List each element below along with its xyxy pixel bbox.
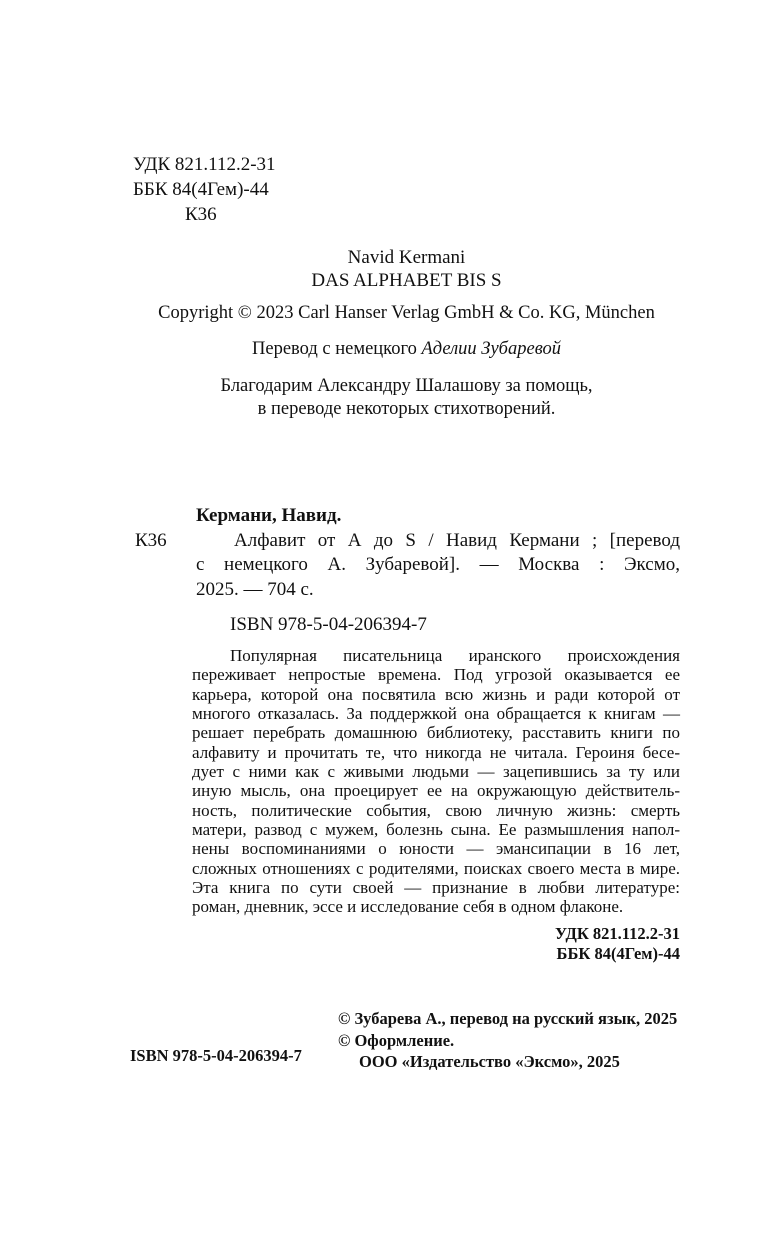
annotation-line: сложных отношениях с родителями, поисках своего места в мире.: [192, 858, 680, 878]
annotation-line: решает перебрать домашнюю библиотеку, расставить книги по: [192, 723, 680, 743]
annotation-line: алфавиту и прочитать те, что никогда не читала. Героиня бесе-: [192, 742, 680, 762]
catalog-line: 2025. — 704 с.: [196, 578, 314, 600]
bottom-classification-codes: [133, 924, 680, 964]
translator-name: Аделии Зубаревой: [421, 339, 561, 359]
annotation-line: иную мысль, она проецирует ее на окружающую действитель-: [192, 781, 680, 801]
acknowledgment: [133, 375, 680, 420]
annotation-line: многого отказалась. За поддержкой она обращается к книгам —: [192, 704, 680, 724]
translation-prefix: Перевод с немецкого: [252, 339, 422, 359]
original-title: DAS ALPHABET BIS S: [311, 270, 502, 291]
catalog-card: [135, 504, 680, 602]
annotation-line: роман, дневник, эссе и исследование себя в одном флаконе.: [192, 897, 624, 917]
catalog-author-sign: К36: [135, 529, 167, 551]
catalog-author: Кермани, Навид.: [196, 505, 342, 526]
imprint-design-copyright: © Оформление.: [338, 1030, 455, 1050]
copyright-line: Copyright © 2023 Carl Hanser Verlag GmbH & Co. KG, München: [158, 303, 655, 323]
bbk-code-bottom: ББК 84(4Гем)-44: [556, 944, 680, 963]
bbk-code: ББК 84(4Гем)-44: [133, 179, 269, 200]
annotation-line: нены воспоминаниями о юности — эмансипации в 16 лет,: [192, 839, 680, 859]
imprint-publisher: ООО «Издательство «Эксмо», 2025: [359, 1052, 620, 1071]
udc-code-bottom: УДК 821.112.2-31: [555, 924, 680, 943]
annotation-line: ность, политические события, свою личную жизнь: смерть: [192, 800, 680, 820]
top-classification-codes: [133, 152, 276, 227]
imprint-copyrights: [338, 1008, 677, 1073]
original-author: Navid Kermani: [347, 247, 466, 268]
annotation-line: Популярная писательница иранского происхождения: [230, 646, 680, 665]
catalog-line: с немецкого А. Зубаревой]. — Москва : Эксмо,: [196, 554, 680, 575]
translation-credit: [133, 339, 680, 360]
udc-code: УДК 821.112.2-31: [133, 154, 276, 175]
imprint-translation-copyright: © Зубарева А., перевод на русский язык, 2025: [338, 1009, 678, 1028]
annotation-line: Эта книга по сути своей — признание в любви литературе:: [192, 878, 680, 898]
author-sign-code: К36: [185, 204, 217, 225]
annotation-line: переживает непростые времена. Под угрозой оказывается ее: [192, 665, 680, 685]
catalog-line: Алфавит от А до S / Навид Кермани ; [перевод: [234, 529, 680, 551]
bottom-isbn: ISBN 978-5-04-206394-7: [130, 1046, 302, 1065]
acknowledgment-line: Благодарим Александру Шалашову за помощь,: [220, 376, 593, 396]
original-title-block: [133, 246, 680, 292]
annotation-paragraph: [192, 646, 680, 917]
annotation-line: дует с ними как с живыми людьми — зацепившись за ту или: [192, 762, 680, 782]
annotation-line: матери, развод с мужем, болезнь сына. Ее размышления напол-: [192, 820, 680, 840]
acknowledgment-line: в переводе некоторых стихотворений.: [257, 398, 556, 419]
annotation-line: карьера, которой она посвятила всю жизнь и ради которой от: [192, 684, 680, 704]
catalog-isbn: ISBN 978-5-04-206394-7: [230, 614, 427, 635]
